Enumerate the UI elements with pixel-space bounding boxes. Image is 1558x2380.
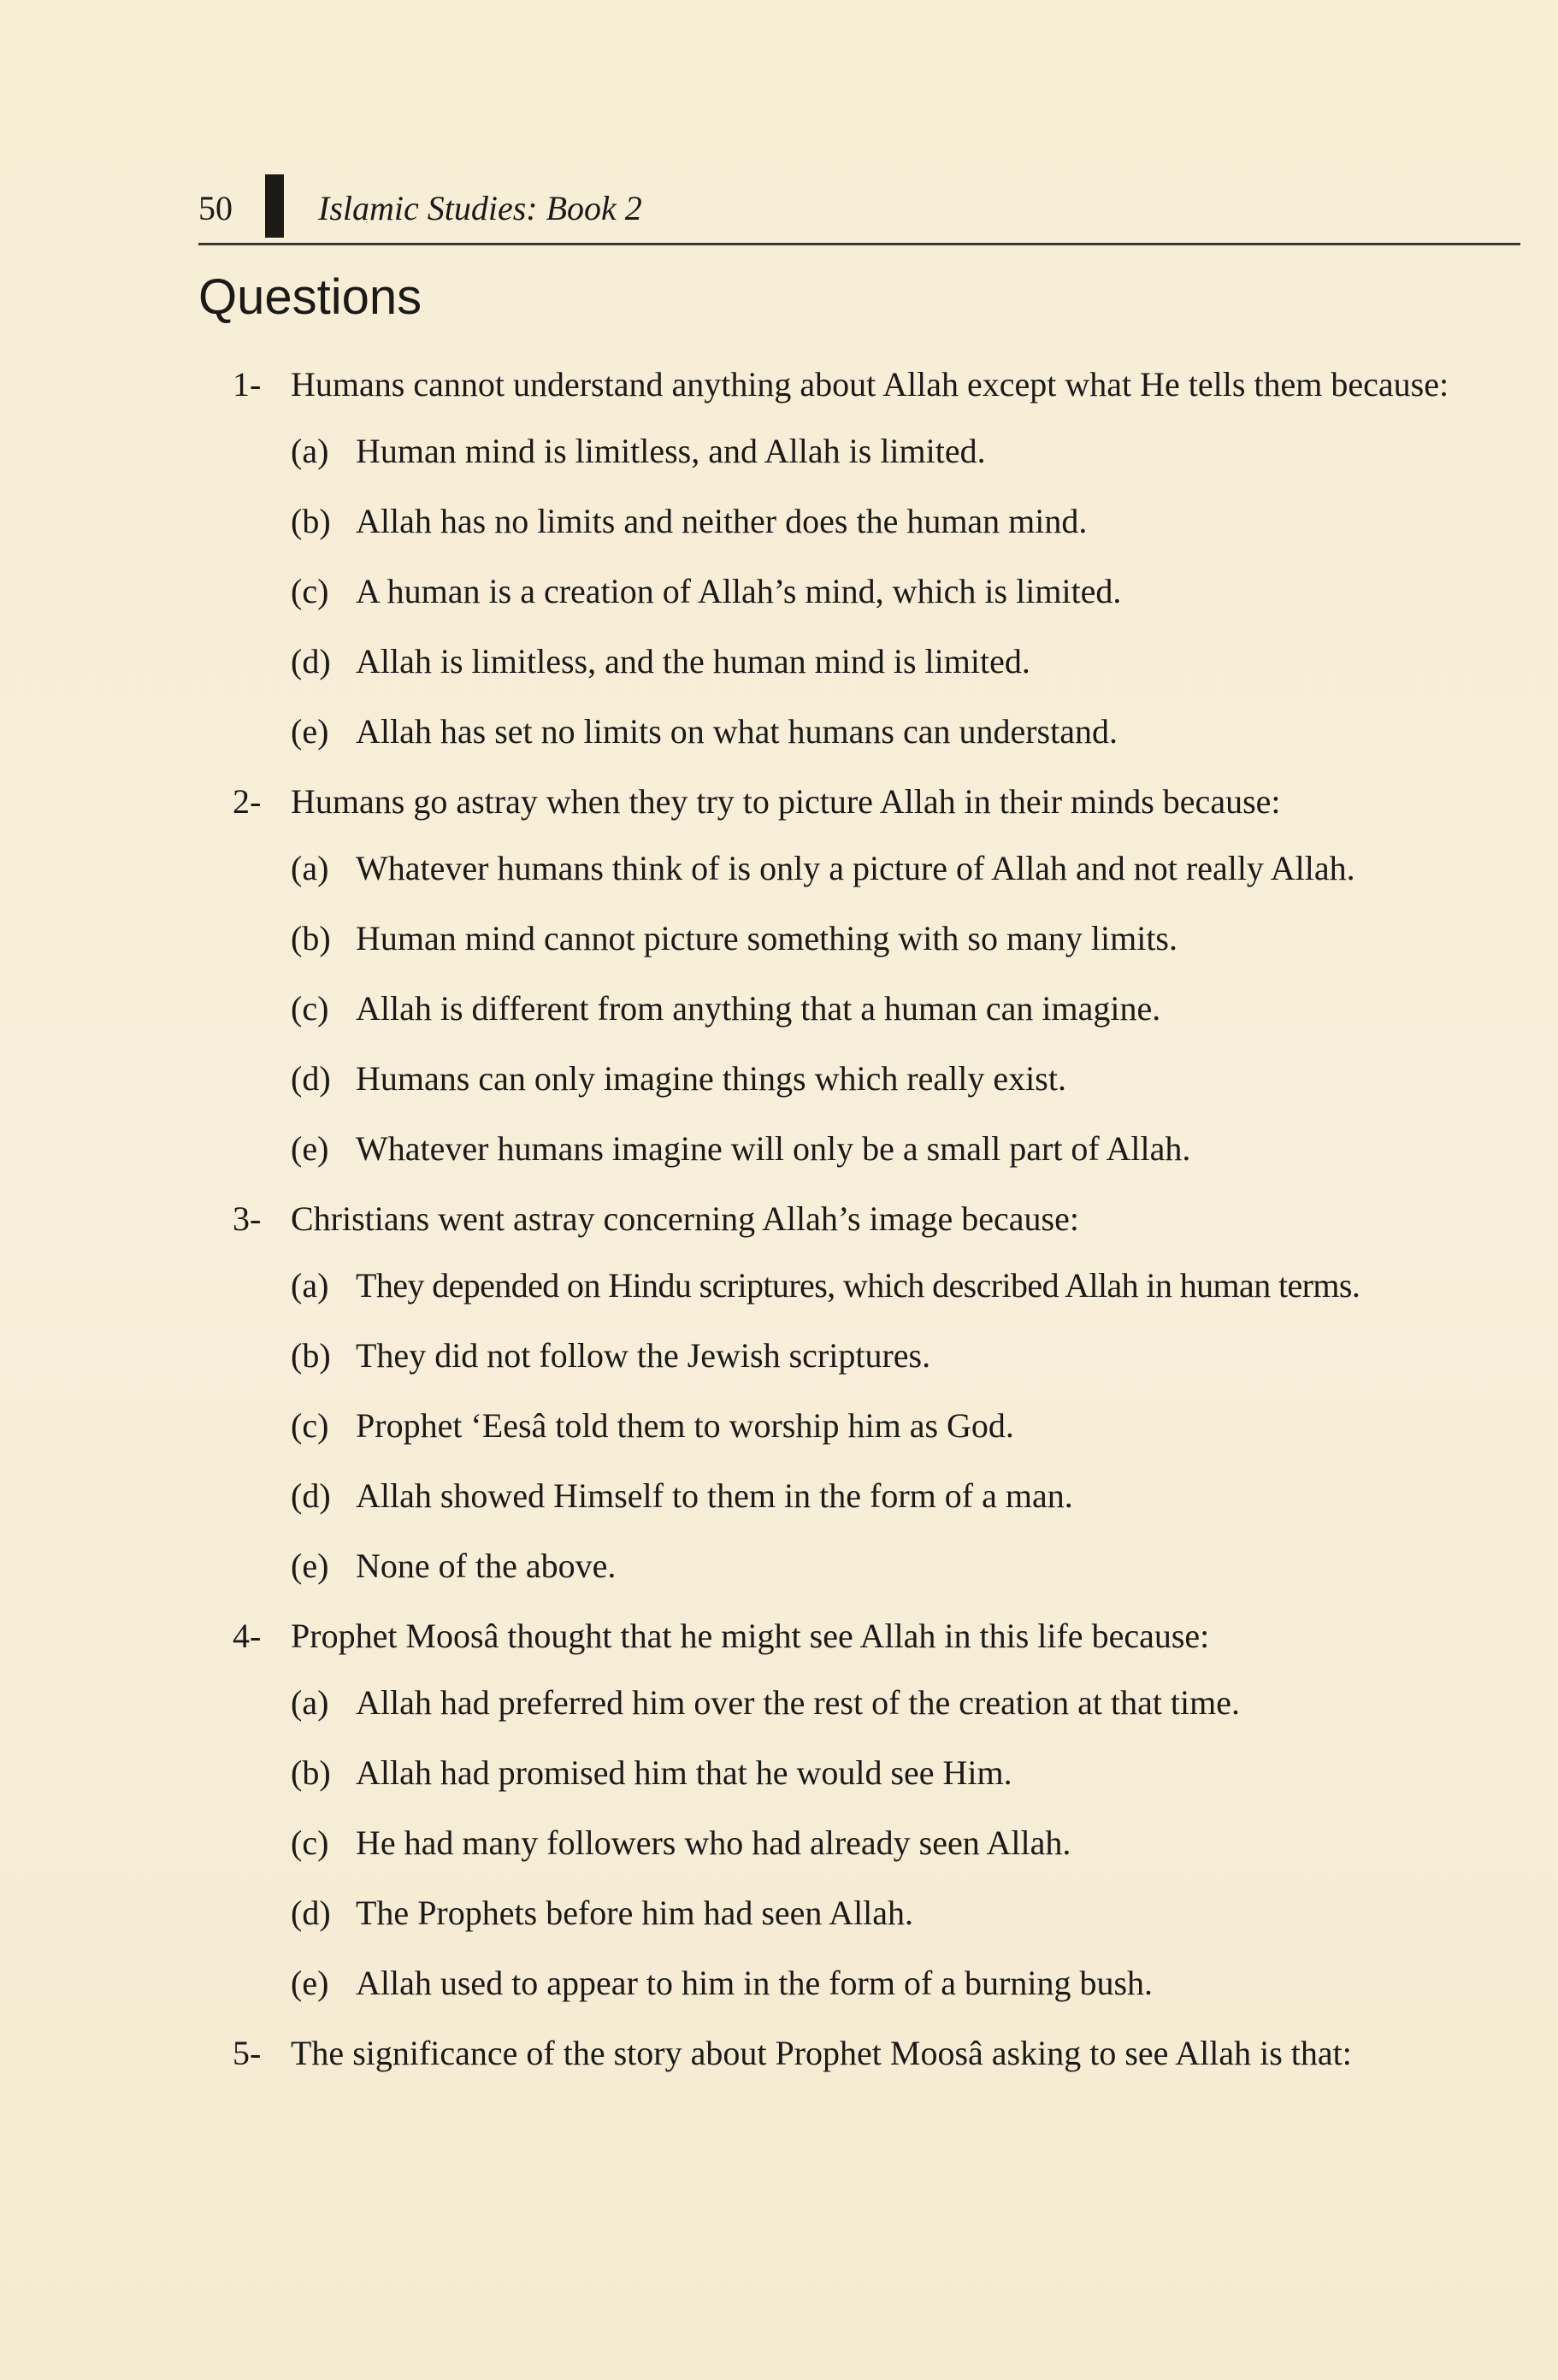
page-header	[198, 174, 1520, 243]
option-letter: (e)	[291, 1964, 329, 2002]
option-text: Allah has no limits and neither does the human mind.	[356, 502, 1088, 540]
option-letter: (c)	[291, 1823, 329, 1862]
option-text: None of the above.	[356, 1546, 617, 1585]
question-3	[233, 1193, 1524, 1592]
option-a	[233, 843, 1524, 894]
option-b	[233, 1330, 1524, 1381]
option-letter: (c)	[291, 989, 329, 1028]
option-a	[233, 1260, 1524, 1311]
question-number: 2-	[233, 782, 262, 821]
option-text: Whatever humans think of is only a picture of Allah and not really Allah.	[356, 849, 1355, 887]
question-stem	[233, 2028, 1524, 2079]
option-e	[233, 706, 1524, 757]
question-text: Prophet Moosâ thought that he might see Allah in this life because:	[291, 1617, 1210, 1655]
option-letter: (d)	[291, 1476, 331, 1515]
option-d	[233, 636, 1524, 687]
option-letter: (a)	[291, 432, 329, 470]
header-rule	[198, 243, 1520, 245]
option-letter: (b)	[291, 919, 331, 957]
question-text: Humans go astray when they try to picture Allah in their minds because:	[291, 782, 1281, 821]
header-bar-decoration	[265, 174, 284, 238]
option-c	[233, 1817, 1524, 1869]
option-b	[233, 496, 1524, 547]
option-text: Allah is limitless, and the human mind is limited.	[356, 642, 1030, 680]
option-letter: (c)	[291, 1406, 329, 1445]
option-text: Allah used to appear to him in the form of a burning bush.	[356, 1964, 1154, 2002]
question-number: 4-	[233, 1617, 262, 1655]
question-text: Humans cannot understand anything about Allah except what He tells them because:	[291, 365, 1449, 404]
options-list	[233, 843, 1524, 1175]
option-text: They did not follow the Jewish scriptures.	[356, 1336, 931, 1375]
questions-list	[233, 359, 1524, 2079]
book-title: Islamic Studies: Book 2	[318, 189, 642, 227]
question-5	[233, 2028, 1524, 2079]
option-text: They depended on Hindu scriptures, which described Allah in human terms.	[356, 1266, 1360, 1305]
question-stem	[233, 359, 1524, 410]
option-letter: (d)	[291, 1059, 331, 1098]
option-a	[233, 1677, 1524, 1729]
question-4	[233, 1611, 1524, 2009]
option-text: Allah is different from anything that a human can imagine.	[356, 989, 1161, 1028]
question-text: Christians went astray concerning Allah’s image because:	[291, 1199, 1079, 1238]
option-letter: (b)	[291, 1336, 331, 1375]
question-number: 3-	[233, 1199, 262, 1238]
question-text: The significance of the story about Prophet Moosâ asking to see Allah is that:	[291, 2034, 1352, 2072]
option-letter: (e)	[291, 712, 329, 751]
option-text: Human mind is limitless, and Allah is limited.	[356, 432, 986, 470]
option-a	[233, 426, 1524, 477]
option-e	[233, 1541, 1524, 1592]
options-list	[233, 426, 1524, 757]
options-list	[233, 1260, 1524, 1592]
option-c	[233, 566, 1524, 617]
option-letter: (e)	[291, 1546, 329, 1585]
option-d	[233, 1470, 1524, 1522]
option-text: The Prophets before him had seen Allah.	[356, 1894, 914, 1932]
option-letter: (a)	[291, 1266, 329, 1305]
option-c	[233, 1400, 1524, 1452]
question-stem	[233, 1193, 1524, 1245]
option-text: He had many followers who had already seen Allah.	[356, 1823, 1071, 1862]
option-text: Allah had preferred him over the rest of the creation at that time.	[356, 1683, 1241, 1722]
option-letter: (a)	[291, 849, 329, 887]
section-title: Questions	[198, 269, 422, 325]
option-d	[233, 1053, 1524, 1105]
option-letter: (b)	[291, 502, 331, 540]
option-letter: (a)	[291, 1683, 329, 1722]
option-b	[233, 913, 1524, 964]
option-d	[233, 1888, 1524, 1939]
page-number: 50	[198, 189, 233, 227]
option-letter: (d)	[291, 642, 331, 680]
options-list	[233, 1677, 1524, 2009]
question-1	[233, 359, 1524, 757]
question-stem	[233, 776, 1524, 828]
option-letter: (b)	[291, 1753, 331, 1792]
question-number: 5-	[233, 2034, 262, 2072]
option-c	[233, 983, 1524, 1034]
option-letter: (d)	[291, 1894, 331, 1932]
option-text: Whatever humans imagine will only be a small part of Allah.	[356, 1129, 1191, 1168]
option-text: Allah had promised him that he would see Him.	[356, 1753, 1012, 1792]
option-text: Allah has set no limits on what humans can understand.	[356, 712, 1118, 751]
question-2	[233, 776, 1524, 1175]
option-text: Prophet ‘Eesâ told them to worship him as God.	[356, 1406, 1014, 1445]
question-number: 1-	[233, 365, 262, 404]
option-e	[233, 1958, 1524, 2009]
option-text: A human is a creation of Allah’s mind, which is limited.	[356, 572, 1122, 610]
option-b	[233, 1747, 1524, 1799]
option-letter: (c)	[291, 572, 329, 610]
option-text: Allah showed Himself to them in the form of a man.	[356, 1476, 1073, 1515]
option-letter: (e)	[291, 1129, 329, 1168]
option-e	[233, 1123, 1524, 1175]
option-text: Humans can only imagine things which really exist.	[356, 1059, 1066, 1098]
option-text: Human mind cannot picture something with so many limits.	[356, 919, 1177, 957]
question-stem	[233, 1611, 1524, 1662]
